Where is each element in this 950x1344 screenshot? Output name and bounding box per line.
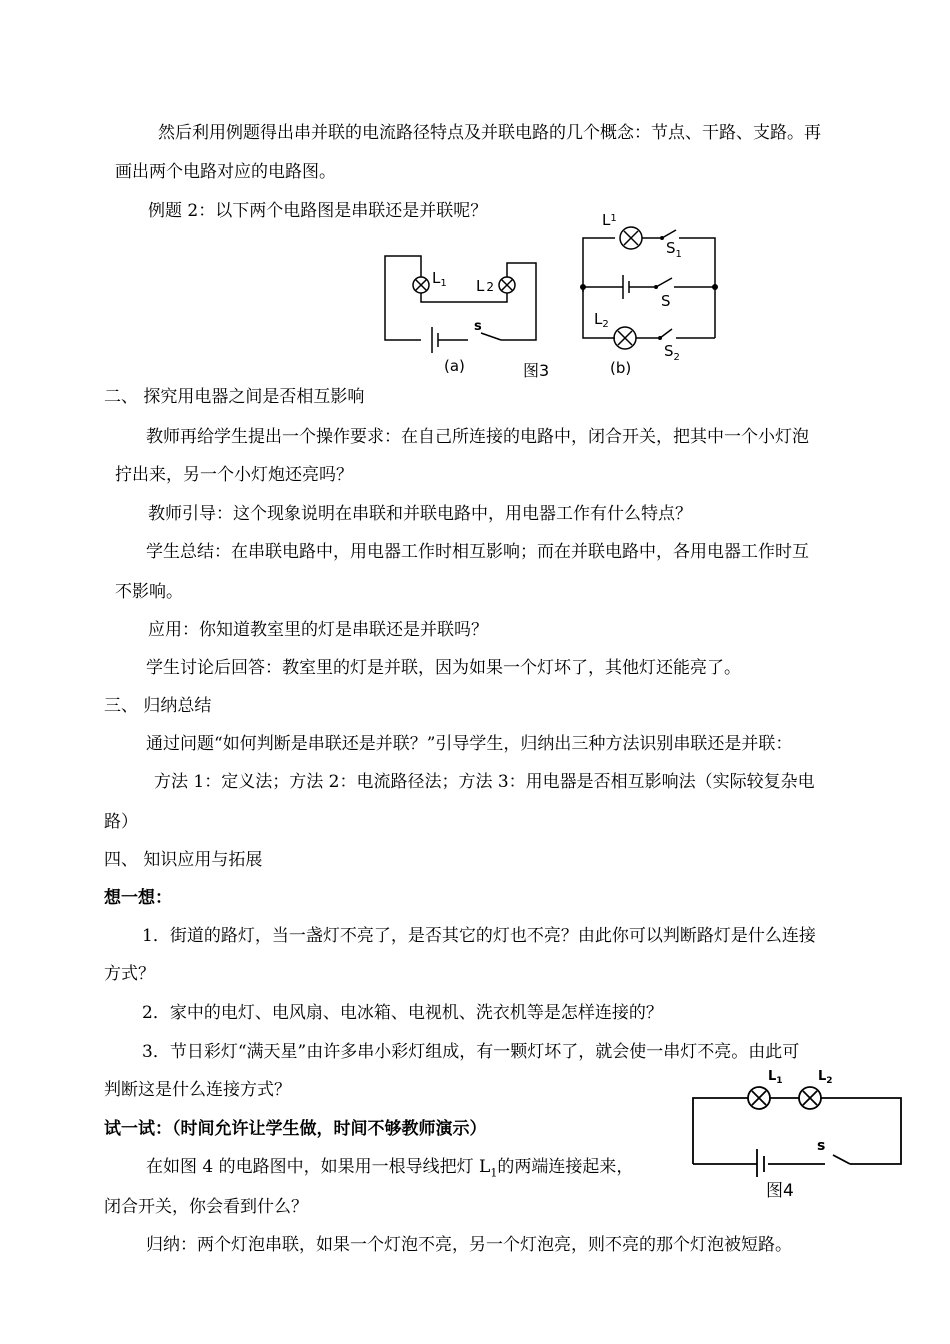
paragraph-line: 学生讨论后回答：教室里的灯是并联，因为如果一个灯坏了，其他灯还能亮了。 (146, 658, 741, 678)
figure-4-circuit (688, 1068, 913, 1203)
fig3a-label-L1: $L_1$ (432, 269, 447, 289)
fig4-label-L1: $L_1$ (768, 1069, 783, 1086)
text-run: 在如图 4 的电路图中，如果用一根导线把灯 L (146, 1157, 491, 1177)
paragraph-line: 画出两个电路对应的电路图。 (115, 162, 336, 182)
fig4-label-switch: s (817, 1138, 826, 1154)
section-heading: 三、 归纳总结 (104, 696, 212, 716)
question-line: 方式？ (104, 964, 155, 984)
example-heading: 例题 2：以下两个电路图是串联还是并联呢？ (148, 201, 488, 221)
fig3a-label-L2: L 2 (476, 277, 494, 295)
question-line: 3．节日彩灯“满天星”由许多串小彩灯组成，有一颗灯坏了，就会使一串灯不亮。由此可 (142, 1042, 800, 1062)
question-line: 判断这是什么连接方式？ (104, 1080, 291, 1100)
fig3b-label-S2: $S_2$ (664, 342, 680, 363)
fig3a-label-switch: s (474, 319, 482, 334)
paragraph-line: 教师引导：这个现象说明在串联和并联电路中，用电器工作有什么特点？ (148, 504, 692, 524)
fig4-label-L2: $L_2$ (818, 1069, 833, 1086)
section-heading: 四、 知识应用与拓展 (104, 850, 263, 870)
figure-3-circuits (370, 205, 750, 385)
subsection-heading: 试一试：（时间允许让学生做，时间不够教师演示） (104, 1119, 487, 1139)
paragraph-line: 拧出来，另一个小灯炮还亮吗？ (115, 465, 353, 485)
section-heading: 二、 探究用电器之间是否相互影响 (104, 387, 365, 407)
paragraph-line: 闭合开关，你会看到什么？ (104, 1197, 308, 1217)
fig3b-label-L1: $L^1$ (602, 211, 617, 229)
paragraph-line: 方法 1：定义法；方法 2：电流路径法；方法 3：用电器是否相互影响法（实际较复杂电 (154, 772, 815, 792)
paragraph-line (146, 1155, 633, 1185)
question-line: 1．街道的路灯，当一盏灯不亮了，是否其它的灯也不亮？由此你可以判断路灯是什么连接 (142, 926, 816, 946)
fig3b-label-S1: $S_1$ (666, 239, 682, 260)
fig3b-label-S: S (661, 292, 671, 310)
paragraph-line: 教师再给学生提出一个操作要求：在自己所连接的电路中，闭合开关，把其中一个小灯泡 (146, 427, 809, 447)
fig3a-caption: (a) (444, 357, 465, 375)
paragraph-line: 应用：你知道教室里的灯是串联还是并联吗？ (148, 620, 488, 640)
question-line: 2．家中的电灯、电风扇、电冰箱、电视机、洗衣机等是怎样连接的？ (142, 1003, 663, 1023)
paragraph-line: 学生总结：在串联电路中，用电器工作时相互影响；而在并联电路中，各用电器工作时互 (146, 542, 809, 562)
text-run: 的两端连接起来， (497, 1157, 634, 1177)
paragraph-line: 路） (104, 812, 138, 832)
fig3b-label-L2: $L_2$ (594, 310, 609, 330)
paragraph-line: 不影响。 (115, 582, 183, 602)
fig3-caption: 图3 (523, 361, 550, 380)
paragraph-line: 然后利用例题得出串并联的电流路径特点及并联电路的几个概念：节点、干路、支路。再 (158, 123, 821, 143)
paragraph-line: 通过问题“如何判断是串联还是并联？”引导学生，归纳出三种方法识别串联还是并联： (146, 734, 793, 754)
subscript: 1 (490, 1166, 498, 1180)
fig4-caption: 图4 (766, 1181, 794, 1201)
paragraph-line: 归纳：两个灯泡串联，如果一个灯泡不亮，另一个灯泡亮，则不亮的那个灯泡被短路。 (146, 1235, 792, 1255)
fig3b-caption: (b) (610, 359, 632, 377)
subsection-heading: 想一想： (104, 888, 172, 908)
